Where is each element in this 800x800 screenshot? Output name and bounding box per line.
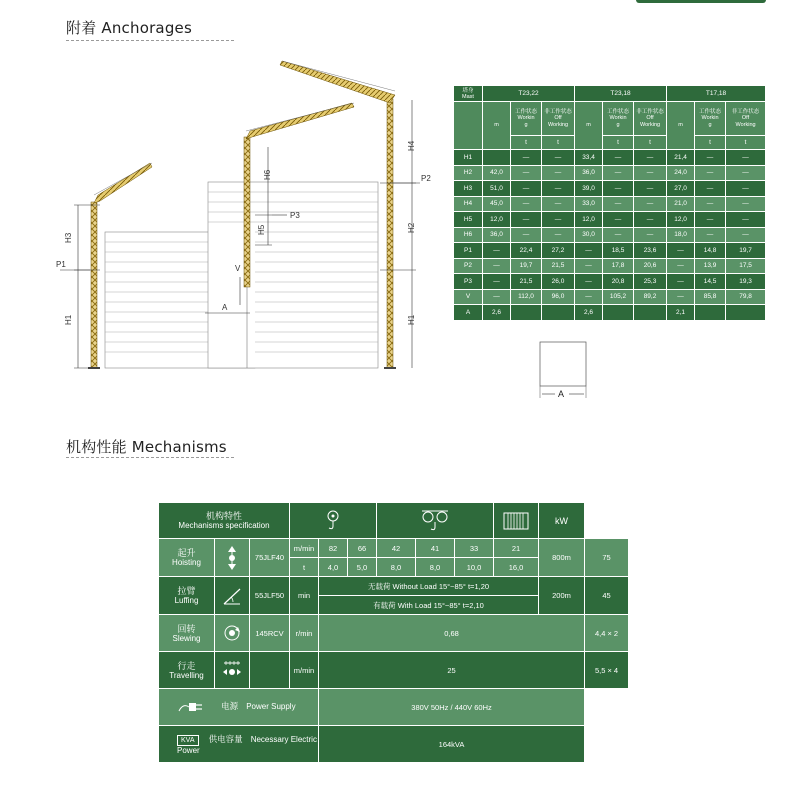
anchorage-cell: 12,0 <box>483 212 511 228</box>
anchorage-cell: 12,0 <box>575 212 603 228</box>
label-a-small: A <box>558 389 565 399</box>
travelling-icon-cell <box>215 652 250 689</box>
anchorage-row <box>454 274 766 290</box>
anchorage-cell: 33,4 <box>575 150 603 166</box>
anchorage-cell: — <box>575 258 603 274</box>
anchorage-row-label: H1 <box>454 150 483 166</box>
slewing-unit: r/min <box>290 615 319 652</box>
anchorage-cell: — <box>726 212 766 228</box>
anchorage-cell: — <box>542 165 575 181</box>
anchorage-cell: — <box>483 243 511 259</box>
model-header: T23,22 <box>483 86 575 102</box>
anchorage-row-label: P1 <box>454 243 483 259</box>
luffing-label-cell <box>159 577 215 615</box>
anchorage-cell: — <box>511 181 542 197</box>
anchorage-row <box>454 227 766 243</box>
travelling-value: 25 <box>319 652 585 689</box>
anchorage-cell: 51,0 <box>483 181 511 197</box>
anchorage-cell: — <box>511 196 542 212</box>
luffing-unit: min <box>290 577 319 615</box>
mechanisms-spec-header <box>159 503 290 539</box>
travelling-label-cell <box>159 652 215 689</box>
anchorage-cell: — <box>726 227 766 243</box>
anchorage-row-label: H2 <box>454 165 483 181</box>
anchorage-cell: 30,0 <box>575 227 603 243</box>
hoisting-speed: 21 <box>494 539 539 558</box>
hoisting-load: 16,0 <box>494 558 539 577</box>
anchorage-cell: — <box>603 150 634 166</box>
mechanisms-title: 机构性能 Mechanisms <box>66 438 227 456</box>
label-h2: H2 <box>407 222 416 233</box>
anchorage-row-label: H4 <box>454 196 483 212</box>
anchorage-cell: — <box>695 227 726 243</box>
unit-t: t <box>542 136 575 150</box>
travelling-unit: m/min <box>290 652 319 689</box>
anchorage-cell: 2,1 <box>667 305 695 321</box>
hoisting-speed: 33 <box>455 539 494 558</box>
anchorage-row <box>454 196 766 212</box>
mast-spacer <box>454 102 483 150</box>
hoisting-speed: 42 <box>377 539 416 558</box>
anchorage-cell: — <box>667 243 695 259</box>
anchorage-cell: 85,8 <box>695 289 726 305</box>
working-header: 工作状态 Workin g <box>603 102 634 136</box>
anchorage-cell: 20,6 <box>634 258 667 274</box>
anchorage-cell: 36,0 <box>483 227 511 243</box>
travelling-en: Travelling <box>169 670 204 680</box>
anchorage-cell: 33,0 <box>575 196 603 212</box>
spec-en: Mechanisms specification <box>178 521 270 530</box>
luffing-model: 55JLF50 <box>250 577 290 615</box>
anchorage-cell: — <box>726 150 766 166</box>
anchorage-cell: 36,0 <box>575 165 603 181</box>
unit-t: t <box>634 136 667 150</box>
luffing-zh: 拉臂 <box>177 586 196 596</box>
anchorage-cell: — <box>634 165 667 181</box>
slewing-icon-cell <box>215 615 250 652</box>
unit-t: t <box>603 136 634 150</box>
hoisting-en: Hoisting <box>172 558 201 567</box>
anchorage-cell <box>726 305 766 321</box>
anchorage-cell: 25,3 <box>634 274 667 290</box>
anchorage-cell: 45,0 <box>483 196 511 212</box>
kw-header: kW <box>539 503 585 539</box>
anchorage-cell: 79,8 <box>726 289 766 305</box>
anchorage-cell: — <box>634 227 667 243</box>
building-right <box>208 182 378 368</box>
anchorage-cell: 2,6 <box>483 305 511 321</box>
off-working-header: 非工作状态 Off Working <box>542 102 575 136</box>
model-header: T23,18 <box>575 86 667 102</box>
hoisting-load: 10,0 <box>455 558 494 577</box>
hoist-arrows-icon <box>225 545 239 571</box>
hoisting-model: 75JLF40 <box>250 539 290 577</box>
anchorage-cell: 20,8 <box>603 274 634 290</box>
anchorage-cell: — <box>667 289 695 305</box>
anchorage-row-label: H5 <box>454 212 483 228</box>
unit-t: t <box>511 136 542 150</box>
anchorage-cell: 23,6 <box>634 243 667 259</box>
hoisting-zh: 起升 <box>177 548 196 558</box>
slewing-value: 0,68 <box>319 615 585 652</box>
anchorage-row <box>454 212 766 228</box>
anchorage-row-label: H6 <box>454 227 483 243</box>
hoisting-speed: 41 <box>416 539 455 558</box>
mast-header: 塔身 Mast <box>454 86 483 102</box>
anchorage-cell: — <box>695 150 726 166</box>
anchorage-row-label: A <box>454 305 483 321</box>
hoisting-load: 5,0 <box>348 558 377 577</box>
anchorage-cell: — <box>511 150 542 166</box>
anchorage-cell: 14,5 <box>695 274 726 290</box>
anchorage-cell: — <box>483 274 511 290</box>
label-h1-left: H1 <box>64 314 73 325</box>
anchorage-cell: 14,8 <box>695 243 726 259</box>
luffing-jib-icon <box>221 585 243 607</box>
anchorage-cell: — <box>634 212 667 228</box>
travelling-rail-icon <box>221 660 243 680</box>
hoisting-load-unit: t <box>290 558 319 577</box>
anchorage-cell: — <box>511 165 542 181</box>
anchorage-cell: 112,0 <box>511 289 542 305</box>
anchorage-cell: 19,7 <box>726 243 766 259</box>
anchorage-cell <box>483 150 511 166</box>
anchorage-cell: 19,7 <box>511 258 542 274</box>
anchorage-cell: 21,0 <box>667 196 695 212</box>
label-h3: H3 <box>64 232 73 243</box>
anchorage-row-label: P2 <box>454 258 483 274</box>
luffing-en: Luffing <box>174 596 199 605</box>
luffing-icon-cell <box>215 577 250 615</box>
anchorage-cell: — <box>575 243 603 259</box>
anchorage-cell: 27,2 <box>542 243 575 259</box>
label-h5: H5 <box>257 224 266 235</box>
label-h4: H4 <box>407 140 416 151</box>
anchorage-cell: — <box>726 165 766 181</box>
anchorage-cell: 21,4 <box>667 150 695 166</box>
travelling-zh: 行走 <box>177 660 196 671</box>
unit-m: m <box>483 102 511 150</box>
anchorage-cell <box>695 305 726 321</box>
anchorage-cell: 13,9 <box>695 258 726 274</box>
anchorage-cell: 18,5 <box>603 243 634 259</box>
electric-power-label-cell <box>159 726 319 763</box>
anchorage-cell: — <box>542 196 575 212</box>
off-working-header: 非工作状态 Off Working <box>726 102 766 136</box>
anchorage-cell: — <box>542 150 575 166</box>
luffing-without-load: 无载荷 Without Load 15°~85° t=1,20 <box>319 577 539 596</box>
hoisting-icon-cell <box>215 539 250 577</box>
anchorage-row <box>454 289 766 305</box>
slewing-zh: 回转 <box>177 623 196 634</box>
luffing-rope: 200m <box>539 577 585 615</box>
hoisting-load: 8,0 <box>416 558 455 577</box>
double-hook-icon-cell <box>377 503 494 539</box>
hoisting-speed: 82 <box>319 539 348 558</box>
rope-drum-icon <box>502 511 530 531</box>
anchorage-table-body <box>454 150 766 321</box>
anchorage-cell: 42,0 <box>483 165 511 181</box>
anchorage-row <box>454 181 766 197</box>
anchorage-cell: — <box>603 227 634 243</box>
anchorage-cell: 17,5 <box>726 258 766 274</box>
anchorage-cell <box>603 305 634 321</box>
anchorage-cell: 18,0 <box>667 227 695 243</box>
anchorage-cell: — <box>667 274 695 290</box>
power-supply-zh: 电源 <box>221 700 239 711</box>
luffing-with-load: 有载荷 With Load 15°~85° t=2,10 <box>319 596 539 615</box>
label-v: V <box>235 264 241 273</box>
electric-power-value: 164kVA <box>319 726 585 763</box>
anchorage-cell: 22,4 <box>511 243 542 259</box>
anchorage-cell <box>542 305 575 321</box>
anchorage-cell: — <box>726 196 766 212</box>
anchorage-cell: 27,0 <box>667 181 695 197</box>
hoisting-kw: 75 <box>585 539 629 577</box>
working-header: 工作状态 Workin g <box>511 102 542 136</box>
unit-m: m <box>667 102 695 150</box>
anchorage-cell: — <box>634 181 667 197</box>
model-header: T17,18 <box>667 86 766 102</box>
anchorage-cell: 21,5 <box>511 274 542 290</box>
hoisting-rope: 800m <box>539 539 585 577</box>
anchorage-cell: 17,8 <box>603 258 634 274</box>
anchorage-cell: — <box>603 196 634 212</box>
anchorage-cell: — <box>542 227 575 243</box>
anchorage-cell: 89,2 <box>634 289 667 305</box>
anchorage-cell: — <box>483 258 511 274</box>
anchorages-title-rule <box>66 40 234 41</box>
power-supply-label-cell <box>159 689 319 726</box>
kva-badge-icon: KVA <box>177 735 199 746</box>
off-working-header: 非工作状态 Off Working <box>634 102 667 136</box>
anchorage-row-label: P3 <box>454 274 483 290</box>
anchorage-cell: — <box>575 274 603 290</box>
spec-zh: 机构特性 <box>205 511 242 521</box>
anchorage-cell <box>634 305 667 321</box>
anchorage-cell: — <box>634 150 667 166</box>
anchorage-cell: — <box>603 165 634 181</box>
mechanisms-table <box>158 502 629 763</box>
electric-power-en: Necessary Electric Power <box>177 735 317 755</box>
anchorage-cell: 96,0 <box>542 289 575 305</box>
anchorage-cell: — <box>634 196 667 212</box>
anchorage-cell: — <box>511 227 542 243</box>
slewing-kw: 4,4 × 2 <box>585 615 629 652</box>
drum-icon-cell <box>494 503 539 539</box>
single-hook-icon <box>323 509 343 533</box>
label-p3: P3 <box>290 211 300 220</box>
slewing-rotation-icon <box>223 624 241 642</box>
anchorage-table <box>453 85 766 321</box>
anchorage-cell: — <box>667 258 695 274</box>
unit-t: t <box>726 136 766 150</box>
power-plug-icon <box>177 699 205 715</box>
anchorage-cell: — <box>603 181 634 197</box>
anchorage-row <box>454 305 766 321</box>
anchorage-cell: — <box>695 181 726 197</box>
anchorage-cell: — <box>695 196 726 212</box>
travelling-kw: 5,5 × 4 <box>585 652 629 689</box>
hoisting-speed-unit: m/min <box>290 539 319 558</box>
anchorage-cell: 105,2 <box>603 289 634 305</box>
hook-icon-cell <box>290 503 377 539</box>
anchorage-row-label: H3 <box>454 181 483 197</box>
hoisting-load: 8,0 <box>377 558 416 577</box>
luffing-kw: 45 <box>585 577 629 615</box>
double-hook-icon <box>418 509 452 533</box>
hoisting-speed: 66 <box>348 539 377 558</box>
anchorage-cell: — <box>726 181 766 197</box>
electric-power-zh: 供电容量 <box>208 734 243 744</box>
unit-m: m <box>575 102 603 150</box>
label-p1: P1 <box>56 260 66 269</box>
power-supply-en: Power Supply <box>246 701 296 711</box>
anchorage-cell: 2,6 <box>575 305 603 321</box>
anchorage-cell: — <box>603 212 634 228</box>
anchorage-cell: 21,5 <box>542 258 575 274</box>
anchorage-row <box>454 258 766 274</box>
slewing-en: Slewing <box>172 633 201 643</box>
slewing-label-cell <box>159 615 215 652</box>
anchorage-row <box>454 150 766 166</box>
anchorage-row <box>454 243 766 259</box>
anchorages-title: 附着 Anchorages <box>66 19 192 37</box>
anchorage-cell <box>511 305 542 321</box>
anchorage-cell: — <box>542 212 575 228</box>
hoisting-label-cell <box>159 539 215 577</box>
unit-t: t <box>695 136 726 150</box>
label-h6: H6 <box>263 169 272 180</box>
label-a: A <box>222 303 228 312</box>
hoisting-load: 4,0 <box>319 558 348 577</box>
anchorage-cell: 39,0 <box>575 181 603 197</box>
anchorage-cell: — <box>575 289 603 305</box>
power-supply-value: 380V 50Hz / 440V 60Hz <box>319 689 585 726</box>
anchorage-cell: — <box>542 181 575 197</box>
anchorage-cell: — <box>511 212 542 228</box>
anchorage-row <box>454 165 766 181</box>
anchorage-cell: 26,0 <box>542 274 575 290</box>
anchorage-cell: 24,0 <box>667 165 695 181</box>
mechanisms-title-rule <box>66 457 234 458</box>
anchorage-cell: 12,0 <box>667 212 695 228</box>
anchorage-cell: — <box>483 289 511 305</box>
anchor-a-diagram <box>538 340 608 402</box>
anchorage-cell: — <box>695 212 726 228</box>
slewing-model: 145RCV <box>250 615 290 652</box>
anchorage-cell: — <box>695 165 726 181</box>
anchorage-diagram <box>50 55 440 375</box>
anchorage-row-label: V <box>454 289 483 305</box>
anchorage-cell: 19,3 <box>726 274 766 290</box>
travelling-model-empty <box>250 652 290 689</box>
corner-tab <box>636 0 766 3</box>
working-header: 工作状态 Workin g <box>695 102 726 136</box>
label-h1-right: H1 <box>407 314 416 325</box>
label-p2: P2 <box>421 174 431 183</box>
